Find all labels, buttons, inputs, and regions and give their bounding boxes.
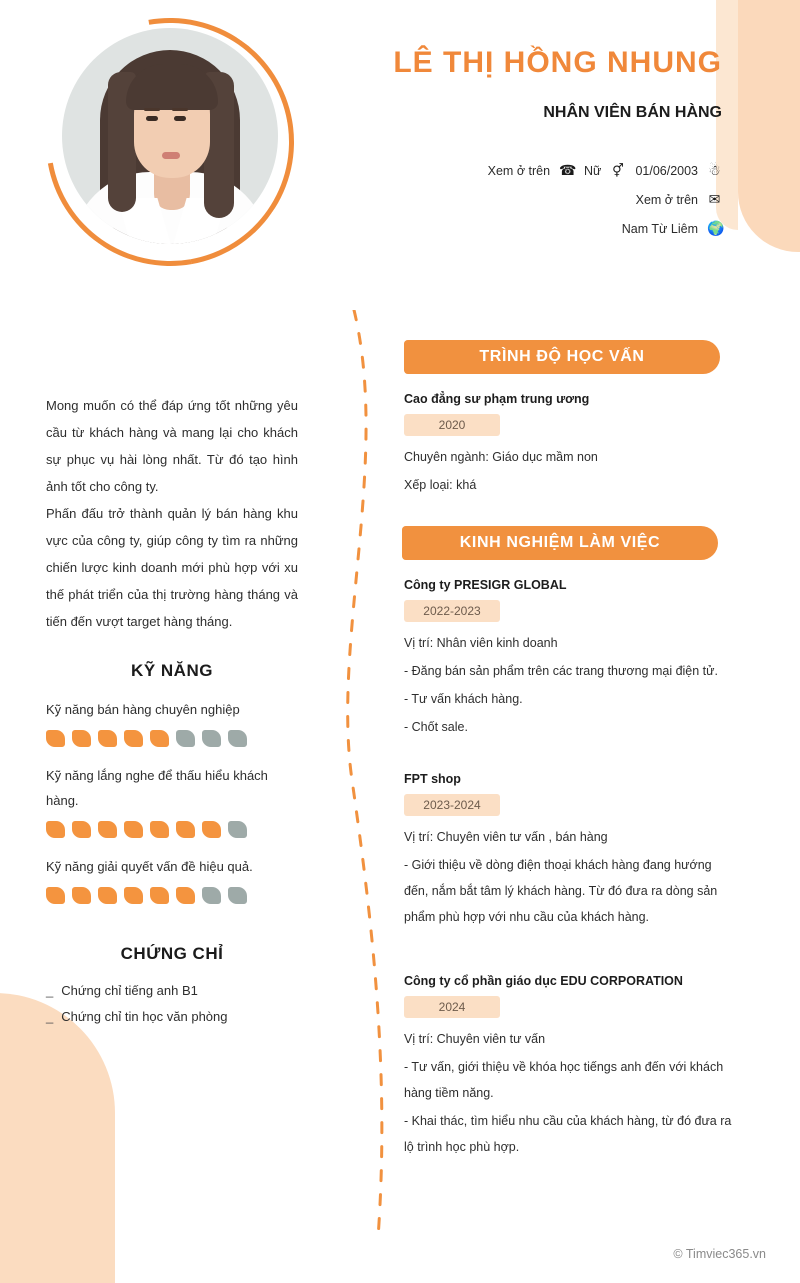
experience-years: 2024 bbox=[404, 996, 500, 1018]
skill-pip bbox=[124, 887, 143, 904]
avatar-eye-left bbox=[146, 116, 158, 121]
experience-years: 2023-2024 bbox=[404, 794, 500, 816]
experience-detail: Vị trí: Chuyên viên tư vấn , bán hàng bbox=[404, 830, 608, 844]
experience-entry bbox=[404, 974, 734, 1160]
experience-entry bbox=[404, 772, 734, 930]
skill-item bbox=[46, 763, 298, 838]
avatar-lips bbox=[162, 152, 180, 159]
career-objective bbox=[46, 392, 298, 635]
skill-pip bbox=[176, 730, 195, 747]
birthday-cake-icon: ☃ bbox=[708, 162, 721, 178]
bullet-dash-icon: _ bbox=[46, 1009, 54, 1024]
experience-detail: - Chốt sale. bbox=[404, 720, 468, 734]
contact-gender bbox=[584, 163, 625, 179]
contact-phone bbox=[487, 162, 577, 179]
contact-row-3 bbox=[302, 220, 725, 237]
skill-pip bbox=[72, 821, 91, 838]
skill-pip bbox=[72, 887, 91, 904]
skills-heading: KỸ NĂNG bbox=[131, 661, 213, 680]
education-detail: Chuyên ngành: Giáo dục mầm non bbox=[404, 450, 598, 464]
job-title: NHÂN VIÊN BÁN HÀNG bbox=[543, 104, 722, 121]
contact-email bbox=[636, 191, 722, 208]
skill-pip bbox=[72, 730, 91, 747]
avatar-photo bbox=[62, 28, 278, 244]
experience-detail: - Tư vấn, giới thiệu về khóa học tiếngs anh đến với khách hàng tiềm năng. bbox=[404, 1060, 724, 1100]
avatar bbox=[46, 18, 294, 266]
avatar-brow-left bbox=[144, 108, 160, 111]
certificate-item bbox=[46, 978, 298, 1004]
objective-paragraph-1: Mong muốn có thể đáp ứng tốt những yêu cầu từ khách hàng và mang lại cho khách sự phục vụ hài lòng nhất. Từ đó tạo hình ảnh tốt cho công ty. bbox=[46, 398, 298, 494]
contact-address bbox=[621, 220, 725, 237]
skill-item bbox=[46, 697, 298, 747]
education-years: 2020 bbox=[404, 414, 500, 436]
contact-address-value: Nam Từ Liêm bbox=[621, 221, 698, 236]
certificate-label: Chứng chỉ tiếng anh B1 bbox=[61, 983, 198, 998]
education-entry bbox=[404, 392, 734, 498]
skill-label: Kỹ năng bán hàng chuyên nghiệp bbox=[46, 702, 240, 717]
avatar-eye-right bbox=[174, 116, 186, 121]
experience-detail: Vị trí: Chuyên viên tư vấn bbox=[404, 1032, 546, 1046]
skill-pip bbox=[98, 821, 117, 838]
contact-email-value: Xem ở trên bbox=[635, 192, 698, 207]
experience-company: FPT shop bbox=[404, 772, 461, 786]
contact-birthday bbox=[635, 162, 722, 179]
bullet-dash-icon: _ bbox=[46, 983, 54, 998]
skill-pip bbox=[150, 887, 169, 904]
experience-company: Công ty PRESIGR GLOBAL bbox=[404, 578, 567, 592]
skill-rating bbox=[46, 730, 298, 747]
skill-label: Kỹ năng lắng nghe để thấu hiểu khách hàng. bbox=[46, 768, 268, 808]
skill-pip bbox=[202, 730, 221, 747]
skill-pip bbox=[176, 821, 195, 838]
certificate-item bbox=[46, 1004, 298, 1030]
skill-pip bbox=[202, 887, 221, 904]
contact-info bbox=[302, 162, 725, 249]
section-header-experience: KINH NGHIỆM LÀM VIỆC bbox=[402, 526, 718, 560]
education-detail: Xếp loại: khá bbox=[404, 478, 477, 492]
contact-row-1 bbox=[302, 162, 722, 179]
objective-paragraph-2: Phấn đấu trở thành quản lý bán hàng khu vực của công ty, giúp công ty tìm ra những chiến lược kinh doanh mới phù hợp với xu thế phát triển của thị trường hàng tháng và tiến đến vượt target hàng tháng. bbox=[46, 506, 298, 629]
skill-pip bbox=[98, 887, 117, 904]
skill-pip bbox=[202, 821, 221, 838]
skill-pip bbox=[46, 887, 65, 904]
skill-label: Kỹ năng giải quyết vấn đề hiệu quả. bbox=[46, 859, 253, 874]
envelope-icon: ✉ bbox=[708, 191, 721, 207]
experience-detail: - Khai thác, tìm hiểu nhu cầu của khách hàng, từ đó đưa ra lộ trình học phù hợp. bbox=[404, 1114, 732, 1154]
skill-pip bbox=[98, 730, 117, 747]
skill-pip bbox=[46, 821, 65, 838]
skill-rating bbox=[46, 887, 298, 904]
certificate-label: Chứng chỉ tin học văn phòng bbox=[61, 1009, 228, 1024]
contact-birthday-value: 01/06/2003 bbox=[635, 163, 698, 178]
skill-pip bbox=[150, 821, 169, 838]
section-header-education: TRÌNH ĐỘ HỌC VẤN bbox=[404, 340, 720, 374]
education-school: Cao đẳng sư phạm trung ương bbox=[404, 392, 590, 406]
header bbox=[0, 0, 800, 300]
gender-icon: ⚥ bbox=[612, 162, 624, 178]
certificates-heading: CHỨNG CHỈ bbox=[120, 944, 224, 963]
skill-pip bbox=[228, 887, 247, 904]
candidate-name: LÊ THỊ HỒNG NHUNG bbox=[393, 46, 722, 79]
skill-pip bbox=[150, 730, 169, 747]
certificates-section bbox=[46, 944, 298, 1030]
skill-item bbox=[46, 854, 298, 904]
map-location-icon: 🌍 bbox=[707, 220, 725, 236]
skill-pip bbox=[228, 821, 247, 838]
skill-pip bbox=[176, 887, 195, 904]
experience-detail: Vị trí: Nhân viên kinh doanh bbox=[404, 636, 558, 650]
experience-years: 2022-2023 bbox=[404, 600, 500, 622]
skill-pip bbox=[124, 821, 143, 838]
left-column bbox=[46, 392, 298, 1030]
watermark-footer: © Timviec365.vn bbox=[673, 1247, 766, 1261]
contact-phone-value: Xem ở trên bbox=[487, 163, 551, 178]
experience-detail: - Giới thiệu về dòng điện thoại khách hàng đang hướng đến, nắm bắt tâm lý khách hàng. Từ đó đưa ra dòng sản phẩm phù hợp với nhu cầu của khách hàng. bbox=[404, 858, 718, 924]
skill-rating bbox=[46, 821, 298, 838]
contact-gender-value: Nữ bbox=[584, 163, 602, 178]
experience-company: Công ty cổ phần giáo dục EDU CORPORATION bbox=[404, 974, 683, 988]
phone-icon: ☎ bbox=[559, 162, 577, 178]
experience-detail: - Đăng bán sản phẩm trên các trang thương mại điện tử. bbox=[404, 664, 718, 678]
right-column bbox=[404, 340, 734, 1160]
skill-pip bbox=[46, 730, 65, 747]
contact-row-2 bbox=[302, 191, 722, 208]
avatar-brow-right bbox=[172, 108, 188, 111]
dashed-divider bbox=[330, 310, 400, 1245]
skill-pip bbox=[124, 730, 143, 747]
skill-pip bbox=[228, 730, 247, 747]
experience-entry bbox=[404, 578, 734, 740]
decor-bottom-left-shape bbox=[0, 993, 115, 1283]
experience-detail: - Tư vấn khách hàng. bbox=[404, 692, 523, 706]
skills-section bbox=[46, 661, 298, 904]
